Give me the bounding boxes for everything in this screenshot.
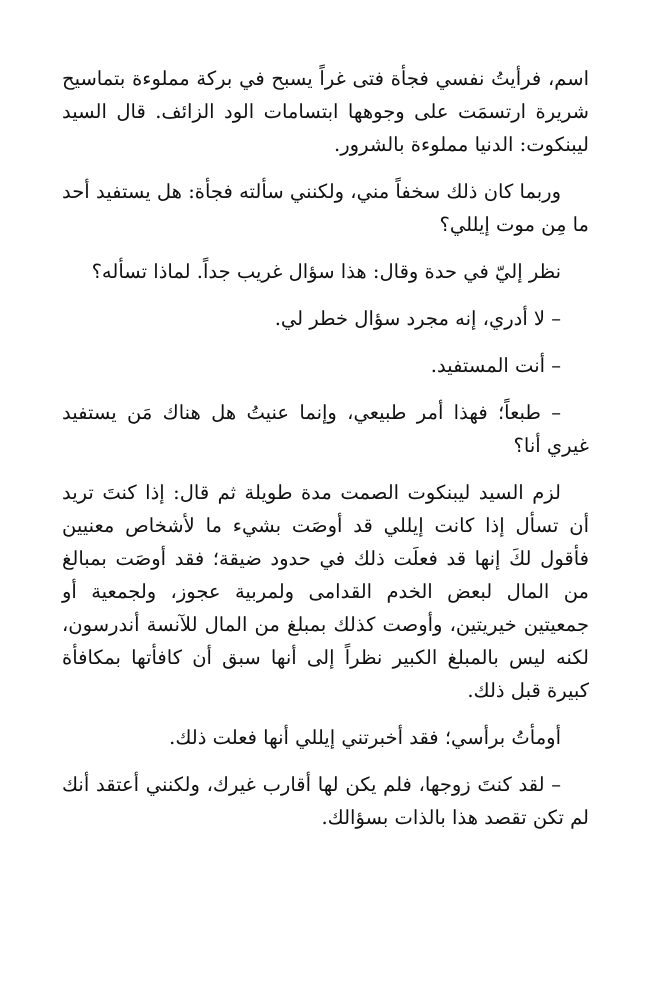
- paragraph-3: نظر إليّ في حدة وقال: هذا سؤال غريب جداً. لماذا تسأله؟: [91, 260, 561, 283]
- dialogue-line-3: – طبعاً؛ فهذا أمر طبيعي، وإنما عنيتُ هل هناك مَن يستفيد غيري أنا؟: [62, 401, 589, 457]
- paragraph-2: وربما كان ذلك سخفاً مني، ولكنني سألته فجأة: هل يستفيد أحد ما مِن موت إيللي؟: [62, 180, 589, 236]
- dialogue-line-1: – لا أدري، إنه مجرد سؤال خطر لي.: [274, 307, 561, 330]
- dialogue-line-2: – أنت المستفيد.: [430, 354, 561, 377]
- paragraph-4: لزم السيد ليبنكوت الصمت مدة طويلة ثم قال: إذا كنتَ تريد أن تسأل إذا كانت إيللي قد أوصَت بشيء ما لأشخاص معنيين فأقول لكَ إنها قد فعلَت ذلك في حدود ضيقة؛ فقد أوصَت بمبالغ من المال لبعض الخدم القدامى ولمربية عجوز، ولجمعية أو جمعيتين خيريتين، وأوصت كذلك بمبلغ من المال للآنسة أندرسون، لكنه ليس بالمبلغ الكبير نظراً إلى أنها سبق أن كافأتها بمكافأة كبيرة قبل ذلك.: [62, 481, 589, 702]
- paragraph-5: أومأتُ برأسي؛ فقد أخبرتني إيللي أنها فعلت ذلك.: [169, 726, 561, 749]
- paragraph-1: اسم، فرأيتُ نفسي فجأة فتى غراً يسبح في بركة مملوءة بتماسيح شريرة ارتسمَت على وجوهها ابتسامات الود الزائف. قال السيد ليبنكوت: الدنيا مملوءة بالشرور.: [62, 67, 589, 156]
- dialogue-line-4: – لقد كنتَ زوجها، فلم يكن لها أقارب غيرك، ولكنني أعتقد أنك لم تكن تقصد هذا بالذات بسؤالك.: [62, 773, 589, 829]
